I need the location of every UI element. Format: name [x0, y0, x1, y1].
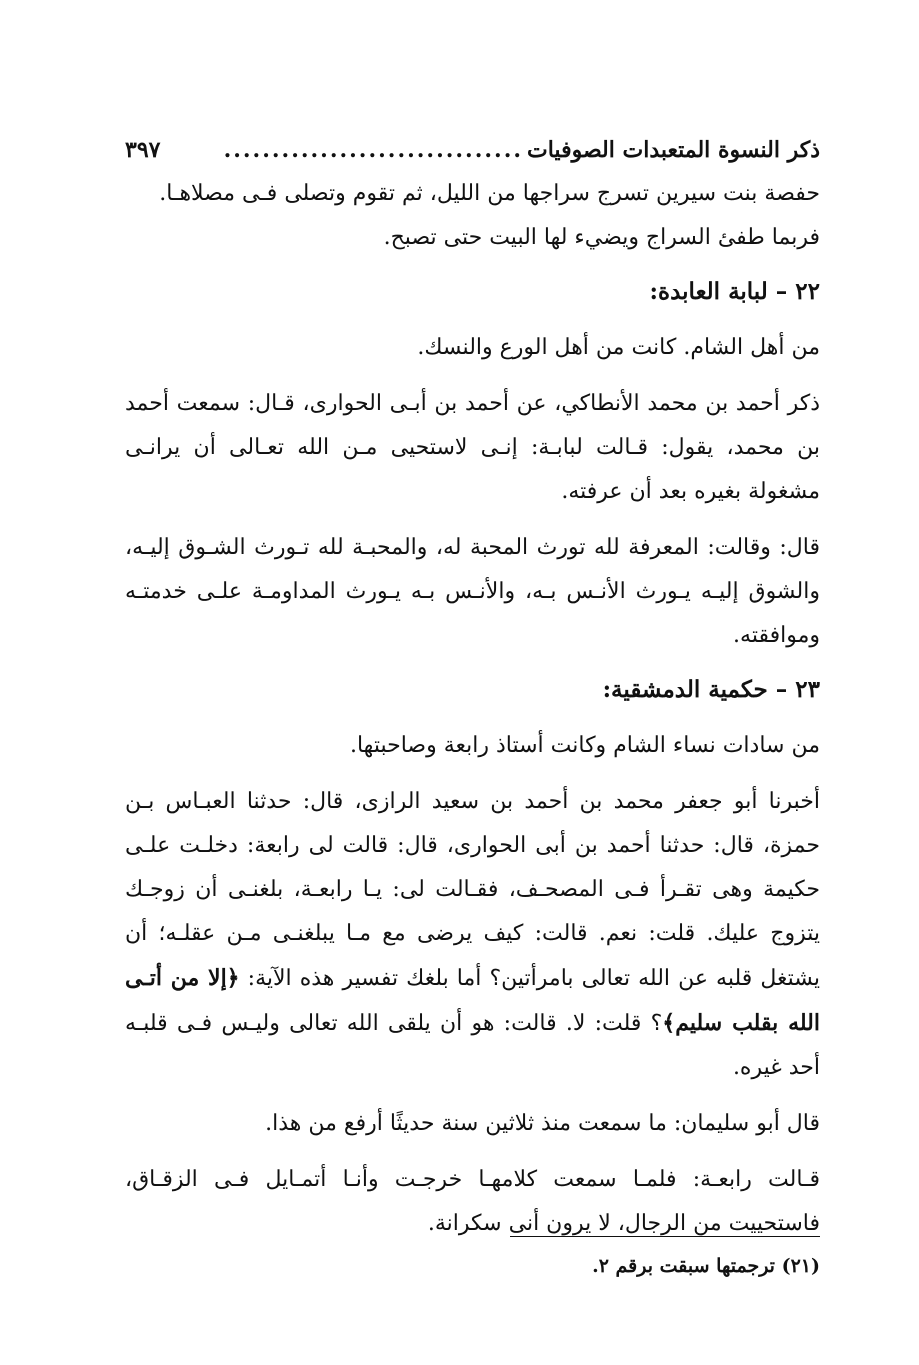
- section-23-paragraph-3: قال أبو سليمان: ما سمعت منذ ثلاثين سنة حديثًا أرفع من هذا.: [265, 1111, 820, 1136]
- intro-line-2: فربما طفئ السراج ويضيء لها البيت حتى تصبح.: [383, 225, 820, 250]
- section-23-paragraph-2-text-a: أخبرنا أبو جعفر محمد بن أحمد بن سعيد الرازى، قال: حدثنا العبـاس بـن حمزة، قال: حدثنا أحمد بن أبى الحوارى، قال: قالت لى رابعة: دخلـت علـى حكيمة وهى تقـرأ فـى المصحـف، فقـالت لى: يـا رابعـة، بلغنـى أن زوجـك يتزوج عليك. قلت: نعم. قالت: كيف يرضى مع مـا يبلغنـى مـن عقلـه؛ أن يشتغل قلبه عن الله تعالى بامرأتين؟ أما بلغك تفسير هذه الآية:: [125, 789, 821, 991]
- section-23-paragraph-2-text-b: ؟ قلت: لا. قالت: هو أن يلقى الله تعالى وليـس فـى قلبـه أحد غيره.: [125, 1011, 820, 1080]
- section-22-paragraph-1: من أهل الشام. كانت من أهل الورع والنسك.: [417, 335, 820, 360]
- section-23-paragraph-4: قـالت رابعـة: فلمـا سمعت كلامهـا خرجـت وأنـا أتمـايل فـى الزقـاق، فاستحييت من الرجال، لا يرون أنى سكرانة.: [125, 1167, 820, 1236]
- page-content: [125, 128, 820, 1246]
- footnote: (٢١) ترجمتها سبقت برقم ٢.: [592, 1255, 820, 1277]
- section-23-paragraph-1: من سادات نساء الشام وكانت أستاذ رابعة وصاحبتها.: [349, 733, 820, 758]
- section-22-paragraph-3: قال: وقالت: المعرفة لله تورث المحبة له، والمحبـة لله تـورث الشـوق إليـه، والشوق إليـه يـورث الأنـس بـه، والأنـس بـه يـورث المداومـة علـى خدمتـه وموافقته.: [125, 535, 820, 648]
- header-dot-leader: ...............................: [223, 137, 524, 163]
- intro-line-1: حفصة بنت سيرين تسرج سراجها من الليل، ثم تقوم وتصلى فـى مصلاهـا.: [159, 181, 820, 206]
- quran-verse: ﴿إلا من أتـى الله بقلب سليم﴾: [125, 965, 820, 1036]
- section-22-heading: ٢٢ – لبابة العابدة:: [649, 278, 820, 305]
- section-23-paragraph-2: [125, 780, 820, 1090]
- running-header: [125, 128, 820, 172]
- section-23-heading: ٢٣ – حكمية الدمشقية:: [602, 676, 820, 703]
- footnote-divider: [510, 1236, 820, 1237]
- header-title: ذكر النسوة المتعبدات الصوفيات: [527, 137, 820, 163]
- section-22-paragraph-2: ذكر أحمد بن محمد الأنطاكي، عن أحمد بن أبـى الحوارى، قـال: سمعت أحمد بن محمد، يقول: قـالت لبابـة: إنـى لاستحيى مـن الله تعـالى أن يرانـى مشغولة بغيره بعد أن عرفته.: [125, 391, 820, 504]
- page-number: ٣٩٧: [125, 137, 161, 163]
